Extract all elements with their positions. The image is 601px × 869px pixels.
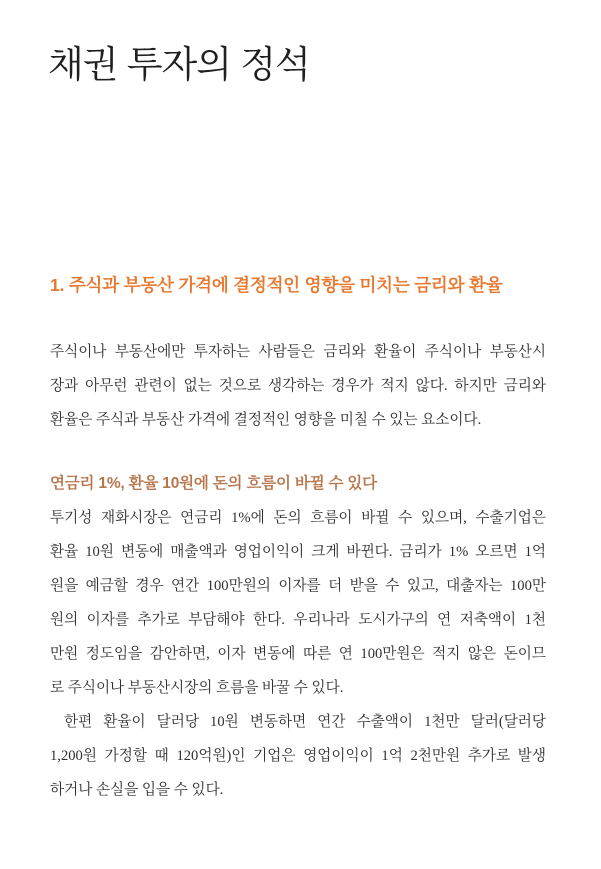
paragraph-line: 환율은 주식과 부동산 가격에 결정적인 영향을 미칠 수 있는 요소이다. [50,412,482,428]
paragraph-line: 1,200원 가정할 때 120억원)인 기업은 영업이익이 1억 2천만원 추가로 발생 [50,748,546,764]
paragraph-line: 한편 환율이 달러당 10원 변동하면 연간 수출액이 1천만 달러(달러당 [64,714,546,730]
paragraph-line: 원의 이자를 추가로 부담해야 한다. 우리나라 도시가구의 연 저축액이 1천 [50,612,546,628]
subsection-heading: 연금리 1%, 환율 10원에 돈의 흐름이 바뀔 수 있다 [50,475,377,492]
paragraph-line: 만원 정도임을 감안하면, 이자 변동에 따른 연 100만원은 적지 않은 돈이므 [50,646,546,662]
body-paragraph [50,501,546,705]
paragraph-line: 원을 예금할 경우 연간 100만원의 이자를 더 받을 수 있고, 대출자는 100만 [50,578,546,594]
section-heading: 1. 주식과 부동산 가격에 결정적인 영향을 미치는 금리와 환율 [50,275,503,295]
page-title: 채권 투자의 정석 [48,44,310,85]
body-text [50,335,546,807]
body-paragraph [50,705,546,807]
paragraph-line: 투기성 재화시장은 연금리 1%에 돈의 흐름이 바뀔 수 있으며, 수출기업은 [50,510,546,526]
paragraph-line: 주식이나 부동산에만 투자하는 사람들은 금리와 환율이 주식이나 부동산시 [50,344,546,360]
paragraph-line: 장과 아무런 관련이 없는 것으로 생각하는 경우가 적지 않다. 하지만 금리와 [50,378,547,394]
paragraph-line: 로 주식이나 부동산시장의 흐름을 바꿀 수 있다. [50,680,344,696]
paragraph-line: 하거나 손실을 입을 수 있다. [50,782,224,798]
paragraph-line: 환율 10원 변동에 매출액과 영업이익이 크게 바뀐다. 금리가 1% 오르면 1억 [50,544,546,560]
intro-paragraph [50,335,546,437]
